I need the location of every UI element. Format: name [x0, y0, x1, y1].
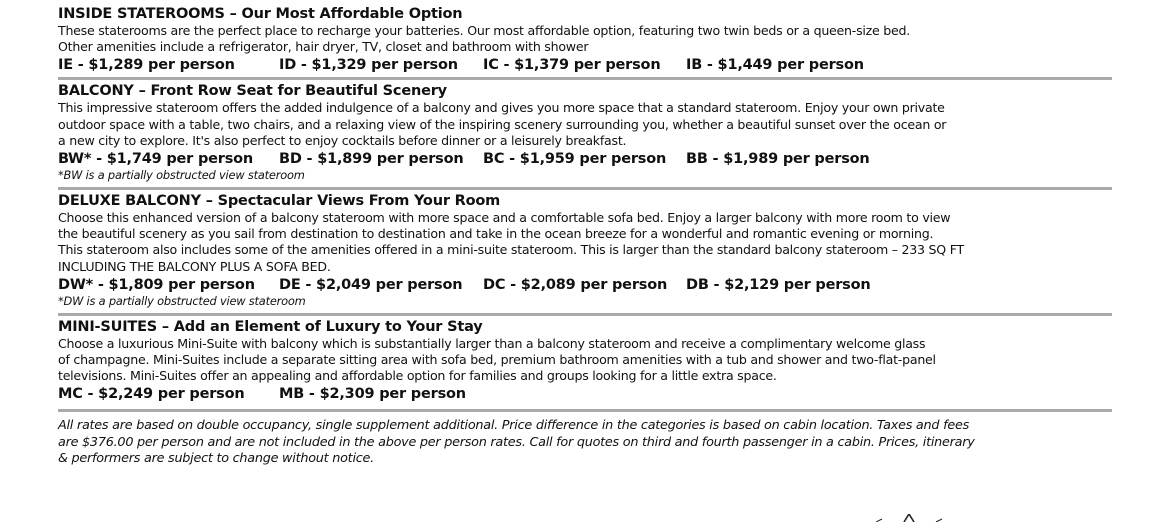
- section-description: [58, 210, 1112, 275]
- price-bw: BW* - $1,749 per person: [58, 151, 254, 168]
- price-row: [58, 385, 1112, 403]
- description-line: Choose a luxurious Mini-Suite with balcony which is substantially larger than a balcony stateroom and receive a complimentary welcome glass: [58, 335, 926, 351]
- description-line: a new city to explore. It's also perfect to enjoy cocktails before dinner or a leisurely breakfast.: [58, 132, 627, 148]
- section-title: DELUXE BALCONY – Spectacular Views From Your Room: [58, 193, 501, 210]
- section-title: INSIDE STATEROOMS – Our Most Affordable Option: [58, 6, 463, 22]
- section-deluxe-balcony: [58, 193, 1112, 308]
- section-title: MINI-SUITES – Add an Element of Luxury to Your Stay: [58, 318, 483, 335]
- disclaimer-line: All rates are based on double occupancy, single supplement additional. Price difference in the categories is based on cabin location. Taxes and fees: [58, 418, 969, 434]
- price-de: DE - $2,049 per person: [279, 276, 463, 293]
- footnote: *BW is a partially obstructed view stateroom: [58, 168, 305, 183]
- price-dw: DW* - $1,809 per person: [58, 276, 255, 293]
- description-line: This stateroom also includes some of the amenities offered in a mini-suite stateroom. This is larger than the standard balcony stateroom – 233 SQ FT: [58, 242, 964, 258]
- price-ib: IB - $1,449 per person: [686, 57, 864, 74]
- section-balcony: [58, 83, 1112, 182]
- price-mb: MB - $2,309 per person: [279, 386, 466, 403]
- price-bd: BD - $1,899 per person: [279, 151, 464, 168]
- description-line: outdoor space with a table, two chairs, and a relaxing view of the inspiring scenery surrounding you, whether a beautiful sunset over the ocean or: [58, 116, 947, 132]
- price-ie: IE - $1,289 per person: [58, 57, 235, 74]
- description-line: of champagne. Mini-Suites include a separate sitting area with sofa bed, premium bathroom amenities with a tub and shower and two-flat-panel: [58, 352, 936, 368]
- price-bc: BC - $1,959 per person: [483, 151, 667, 168]
- disclaimer-line: & performers are subject to change without notice.: [58, 451, 374, 467]
- description-line: This impressive stateroom offers the added indulgence of a balcony and gives you more space that a standard stateroom. Enjoy your own private: [58, 100, 945, 116]
- price-row: [58, 276, 1112, 294]
- section-description: [58, 100, 1112, 149]
- price-row: [58, 150, 1112, 168]
- price-ic: IC - $1,379 per person: [483, 57, 661, 74]
- section-inside-staterooms: [58, 6, 1112, 74]
- price-mc: MC - $2,249 per person: [58, 386, 245, 403]
- rates-page: [58, 6, 1112, 468]
- description-line: the beautiful scenery as you sail from destination to destination and take in the ocean breeze for a wonderful and romantic evening or morning.: [58, 226, 934, 242]
- section-divider: [58, 187, 1112, 190]
- section-divider: [58, 409, 1112, 412]
- rates-disclaimer: [58, 418, 1112, 468]
- description-line: televisions. Mini-Suites offer an appealing and affordable option for families and groups looking for a little extra space.: [58, 368, 777, 384]
- price-row: [58, 56, 1112, 74]
- price-id: ID - $1,329 per person: [279, 57, 458, 74]
- section-divider: [58, 313, 1112, 316]
- price-db: DB - $2,129 per person: [686, 276, 871, 293]
- description-line: Choose this enhanced version of a balcony stateroom with more space and a comfortable sofa bed. Enjoy a larger balcony with more room to view: [58, 210, 951, 226]
- section-title: BALCONY – Front Row Seat for Beautiful Scenery: [58, 83, 447, 100]
- description-line: INCLUDING THE BALCONY PLUS A SOFA BED.: [58, 258, 331, 274]
- section-divider: [58, 77, 1112, 80]
- section-description: [58, 336, 1112, 385]
- description-line: Other amenities include a refrigerator, hair dryer, TV, closet and bathroom with shower: [58, 39, 589, 55]
- price-dc: DC - $2,089 per person: [483, 276, 668, 293]
- description-line: These staterooms are the perfect place to recharge your batteries. Our most affordable option, featuring two twin beds or a queen-size bed.: [58, 23, 910, 38]
- price-bb: BB - $1,989 per person: [686, 151, 870, 168]
- disclaimer-line: are $376.00 per person and are not included in the above per person rates. Call for quotes on third and fourth passenger in a cabin. Prices, itinerary: [58, 434, 975, 450]
- section-mini-suites: [58, 319, 1112, 404]
- footnote: *DW is a partially obstructed view stateroom: [58, 293, 306, 308]
- section-description: [58, 23, 1112, 55]
